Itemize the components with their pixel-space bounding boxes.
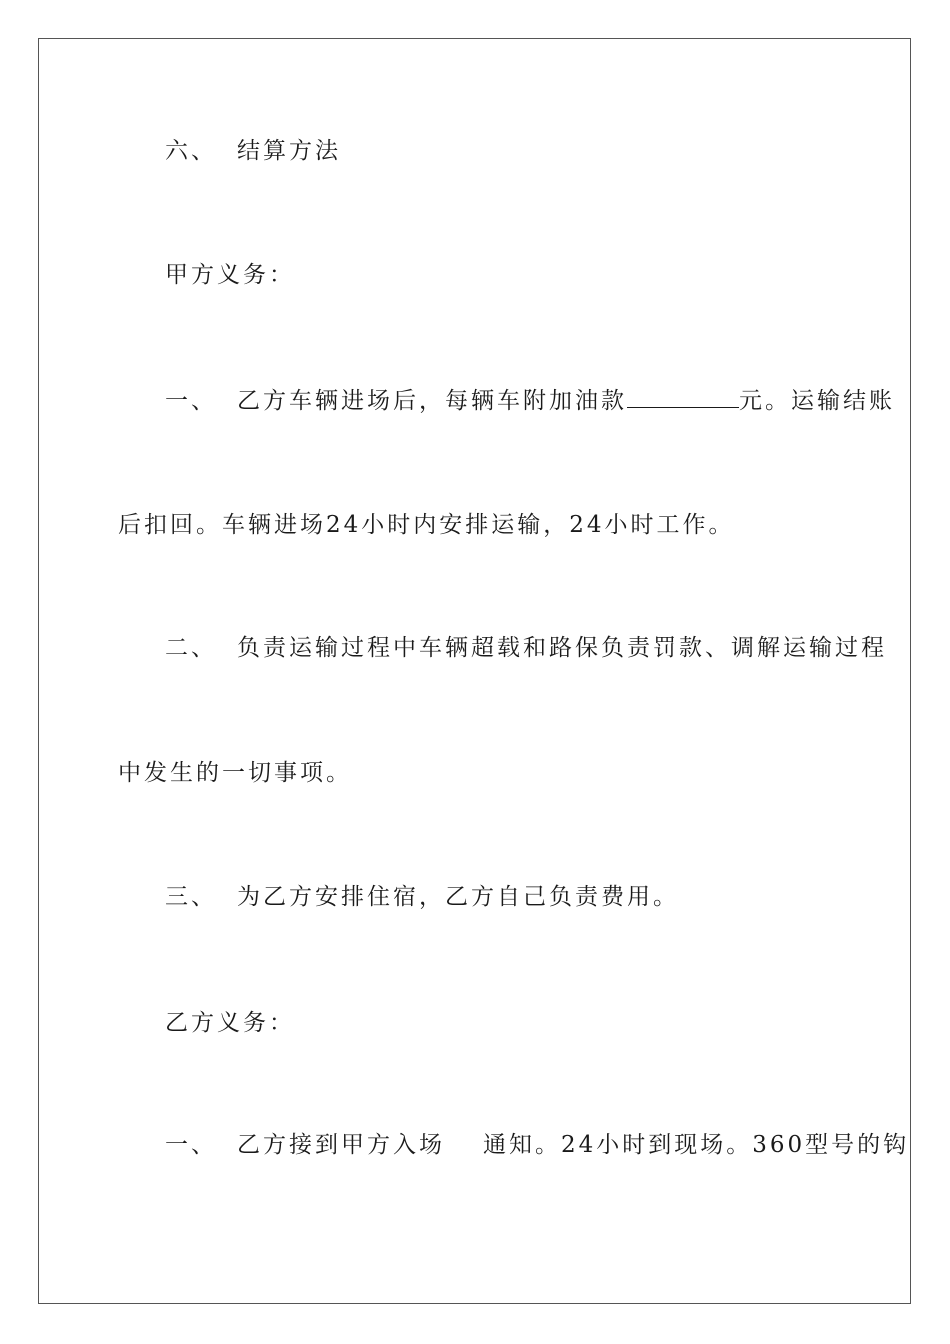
party-b-heading: 乙方义务： — [165, 1010, 295, 1036]
item-text-after-blank: 元。运输结账 — [739, 388, 895, 414]
party-b-item-1 — [165, 1130, 909, 1160]
page-frame — [38, 38, 911, 1304]
item-number: 一、 — [165, 1132, 217, 1158]
item-number: 一、 — [165, 388, 217, 414]
party-a-item-1 — [165, 385, 895, 416]
fill-in-blank — [627, 385, 739, 408]
section-title: 结算方法 — [237, 138, 341, 164]
item-number: 二、 — [165, 635, 217, 661]
item-text-before-blank: 乙方车辆进场后，每辆车附加油款 — [237, 388, 627, 414]
party-a-item-1-continuation: 后扣回。车辆进场24小时内安排运输，24小时工作。 — [118, 512, 735, 538]
item-text: 负责运输过程中车辆超载和路保负责罚款、调解运输过程 — [237, 635, 887, 661]
party-a-item-3 — [165, 882, 679, 912]
item-number: 三、 — [165, 884, 217, 910]
party-a-heading: 甲方义务： — [165, 262, 295, 288]
item-text-part1: 乙方接到甲方入场 — [237, 1132, 445, 1158]
item-text: 为乙方安排住宿，乙方自己负责费用。 — [237, 884, 679, 910]
party-a-item-2-continuation: 中发生的一切事项。 — [118, 760, 352, 786]
section-heading — [165, 136, 341, 166]
section-number: 六、 — [165, 138, 217, 164]
item-text-part2: 通知。24小时到现场。360型号的钩 — [483, 1132, 910, 1158]
party-a-item-2 — [165, 633, 887, 663]
